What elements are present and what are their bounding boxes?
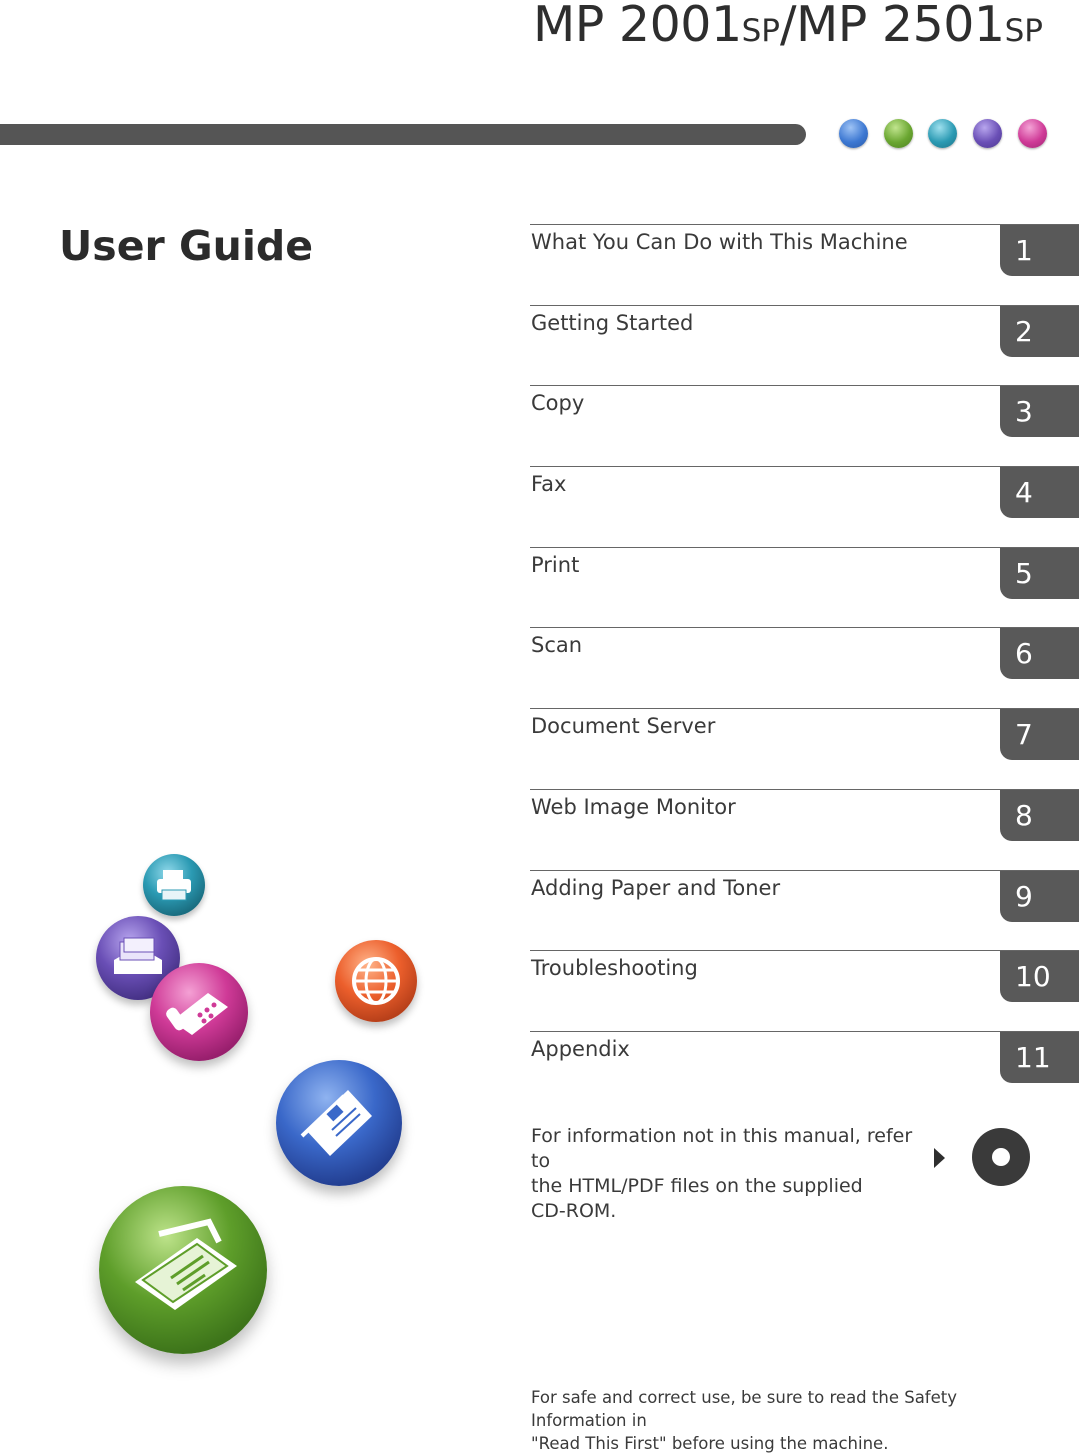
chapter-tab[interactable]: 5 [1000, 548, 1079, 599]
chapter-tab[interactable]: 9 [1000, 871, 1079, 922]
arrow-right-icon [934, 1148, 945, 1168]
table-of-contents [530, 224, 1079, 1112]
toc-label: Scan [531, 633, 583, 658]
toc-label: Copy [531, 391, 585, 416]
toc-label: Troubleshooting [531, 956, 698, 981]
cd-rom-note-line: CD-ROM. [531, 1200, 617, 1222]
accent-dot-teal [928, 119, 957, 148]
toc-label: Adding Paper and Toner [531, 875, 781, 900]
accent-dot-magenta [1018, 119, 1047, 148]
scan-document-icon [276, 1060, 402, 1186]
cd-rom-note [531, 1124, 931, 1224]
chapter-tab[interactable]: 7 [1000, 709, 1079, 760]
toc-item-document-server[interactable] [530, 708, 1079, 789]
model-sp-2: SP [1004, 13, 1043, 49]
toc-label: Web Image Monitor [531, 794, 736, 819]
chapter-tab[interactable]: 11 [1000, 1032, 1079, 1083]
toc-label: Print [531, 552, 580, 577]
toc-item-appendix[interactable] [530, 1031, 1079, 1112]
toc-label: What You Can Do with This Machine [531, 230, 908, 254]
toc-item-troubleshooting[interactable] [530, 950, 1079, 1031]
chapter-tab[interactable]: 4 [1000, 467, 1079, 518]
chapter-tab[interactable]: 1 [1000, 225, 1079, 276]
accent-dot-purple [973, 119, 1002, 148]
toc-item-scan[interactable] [530, 627, 1079, 708]
cd-rom-icon [972, 1128, 1030, 1186]
toc-item-what-you-can-do[interactable] [530, 224, 1079, 305]
toc-item-copy[interactable] [530, 385, 1079, 466]
toc-item-web-image-monitor[interactable] [530, 789, 1079, 870]
model-title [533, 0, 1043, 53]
toc-item-getting-started[interactable] [530, 305, 1079, 386]
safety-note-line: For safe and correct use, be sure to read the Safety Information in [531, 1388, 957, 1430]
header-bar [0, 124, 806, 145]
toc-label: Getting Started [531, 310, 694, 335]
toc-label: Fax [531, 472, 567, 497]
toc-item-adding-paper-toner[interactable] [530, 870, 1079, 951]
chapter-tab[interactable]: 10 [1000, 951, 1079, 1002]
model-name-2: /MP 2501 [780, 0, 1005, 53]
toc-label: Document Server [531, 714, 716, 739]
accent-dot-green [884, 119, 913, 148]
model-sp-1: SP [741, 13, 780, 49]
chapter-tab[interactable]: 3 [1000, 386, 1079, 437]
safety-note [531, 1386, 1051, 1455]
model-name-1: MP 2001 [533, 0, 742, 53]
printer-icon [143, 854, 205, 916]
toc-label: Appendix [531, 1036, 630, 1061]
chapter-tab[interactable]: 8 [1000, 790, 1079, 841]
toc-item-fax[interactable] [530, 466, 1079, 547]
copier-icon [99, 1186, 267, 1354]
accent-dot-blue [839, 119, 868, 148]
toc-item-print[interactable] [530, 547, 1079, 628]
fax-icon [150, 963, 248, 1061]
page-title: User Guide [59, 222, 314, 270]
chapter-tab[interactable]: 2 [1000, 306, 1079, 357]
globe-icon [335, 940, 417, 1022]
cd-rom-note-line: For information not in this manual, refer to [531, 1125, 913, 1172]
cd-rom-note-line: the HTML/PDF files on the supplied [531, 1175, 863, 1197]
safety-note-line: "Read This First" before using the machine. [531, 1434, 889, 1453]
chapter-tab[interactable]: 6 [1000, 628, 1079, 679]
